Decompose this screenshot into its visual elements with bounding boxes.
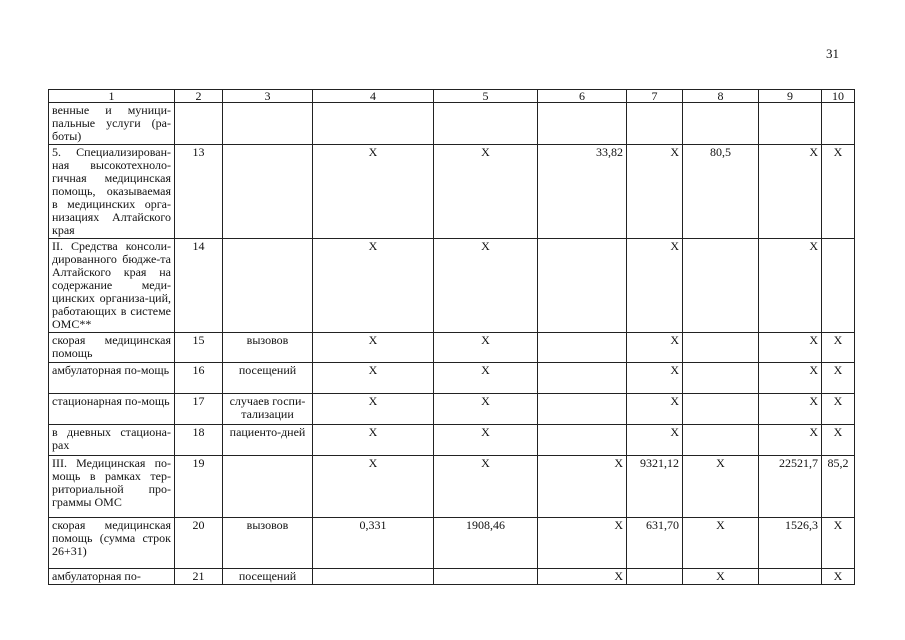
table-cell [223, 103, 313, 145]
row-label-cell: венные и муници-пальные услуги (ра-боты) [49, 103, 175, 145]
table-cell: X [822, 569, 855, 585]
table-cell: 22521,7 [759, 456, 822, 518]
data-table [48, 89, 855, 585]
table-cell: 21 [175, 569, 223, 585]
table-cell [627, 103, 683, 145]
table-cell: X [759, 394, 822, 425]
table-cell: вызовов [223, 333, 313, 363]
table-cell [538, 394, 627, 425]
table-cell: X [434, 425, 538, 456]
column-header: 10 [822, 90, 855, 103]
table-cell [683, 394, 759, 425]
row-label-cell: в дневных стационa-рах [49, 425, 175, 456]
table-cell: 18 [175, 425, 223, 456]
table-cell: 9321,12 [627, 456, 683, 518]
table-cell [223, 239, 313, 333]
row-label-cell: скорая медицинская помощь [49, 333, 175, 363]
table-cell [434, 569, 538, 585]
table-cell: 33,82 [538, 145, 627, 239]
row-label-cell: амбулаторная по- [49, 569, 175, 585]
table-cell: X [313, 239, 434, 333]
table-cell [822, 103, 855, 145]
table-cell: X [313, 145, 434, 239]
row-label-cell: III. Медицинская по-мощь в рамках тер-риториальной про-граммы ОМС [49, 456, 175, 518]
table-row [49, 145, 855, 239]
table-row [49, 103, 855, 145]
table-row [49, 569, 855, 585]
table-cell [538, 363, 627, 394]
table-cell [683, 333, 759, 363]
table-header-row [49, 90, 855, 103]
table-cell: 1526,3 [759, 518, 822, 569]
table-cell: X [822, 394, 855, 425]
table-cell: пациенто-дней [223, 425, 313, 456]
table-cell: X [434, 456, 538, 518]
table-row [49, 363, 855, 394]
column-header: 7 [627, 90, 683, 103]
table-cell: X [759, 425, 822, 456]
row-label-cell: II. Средства консоли-дированного бюдже-та Алтайского края на содержание меди-цинских организа-ций, работающих в системе ОМС** [49, 239, 175, 333]
table-cell: 15 [175, 333, 223, 363]
table-cell: 20 [175, 518, 223, 569]
table-cell: X [313, 425, 434, 456]
table-cell: X [434, 145, 538, 239]
table-cell [175, 103, 223, 145]
table-cell: X [822, 425, 855, 456]
table-cell: 17 [175, 394, 223, 425]
table-cell: X [627, 394, 683, 425]
table-cell: 631,70 [627, 518, 683, 569]
table-cell: X [759, 363, 822, 394]
table-cell: X [434, 239, 538, 333]
table-cell [313, 569, 434, 585]
table-cell [223, 145, 313, 239]
table-cell [627, 569, 683, 585]
table-row [49, 425, 855, 456]
table-cell: X [759, 145, 822, 239]
table-cell: X [313, 394, 434, 425]
column-header: 8 [683, 90, 759, 103]
table-cell: посещений [223, 569, 313, 585]
table-cell [538, 239, 627, 333]
table-row [49, 456, 855, 518]
page-number: 31 [826, 46, 839, 61]
column-header: 2 [175, 90, 223, 103]
table-cell: 1908,46 [434, 518, 538, 569]
table-cell: 14 [175, 239, 223, 333]
table-cell: вызовов [223, 518, 313, 569]
table-row [49, 239, 855, 333]
row-label-cell: амбулаторная по-мощь [49, 363, 175, 394]
table-cell [538, 103, 627, 145]
table-cell: X [759, 333, 822, 363]
table-cell: X [822, 145, 855, 239]
table-cell: X [759, 239, 822, 333]
column-header: 1 [49, 90, 175, 103]
table-cell: X [627, 145, 683, 239]
table-cell [759, 103, 822, 145]
table-cell [683, 363, 759, 394]
row-label-cell: 5. Специализирован-ная высокотехноло-гичная медицинская помощь, оказываемая в медицинских орга-низациях Алтайского края [49, 145, 175, 239]
table-cell: 19 [175, 456, 223, 518]
table-cell: X [313, 456, 434, 518]
table-cell [683, 239, 759, 333]
table-cell [822, 239, 855, 333]
table-cell [434, 103, 538, 145]
table-cell: X [434, 363, 538, 394]
table-cell [538, 425, 627, 456]
table-cell: X [313, 363, 434, 394]
column-header: 3 [223, 90, 313, 103]
table-cell: 85,2 [822, 456, 855, 518]
row-label-cell: скорая медицинская помощь (сумма строк 26+31) [49, 518, 175, 569]
table-cell: 16 [175, 363, 223, 394]
table-cell [759, 569, 822, 585]
table-row [49, 518, 855, 569]
table-row [49, 394, 855, 425]
row-label-cell: стационарная по-мощь [49, 394, 175, 425]
table-cell [683, 103, 759, 145]
table-cell: X [822, 363, 855, 394]
table-cell: 0,331 [313, 518, 434, 569]
table-cell: X [683, 456, 759, 518]
table-cell: X [538, 518, 627, 569]
table-cell [313, 103, 434, 145]
table-cell: X [313, 333, 434, 363]
table-cell [538, 333, 627, 363]
table-cell: X [627, 363, 683, 394]
table-cell: X [538, 456, 627, 518]
table-cell: X [627, 333, 683, 363]
column-header: 4 [313, 90, 434, 103]
table-row [49, 333, 855, 363]
table-cell: 80,5 [683, 145, 759, 239]
column-header: 6 [538, 90, 627, 103]
table-cell [683, 425, 759, 456]
table-cell: X [434, 333, 538, 363]
table-cell: X [822, 518, 855, 569]
table-cell: X [683, 569, 759, 585]
table-cell: случаев госпи-тализации [223, 394, 313, 425]
table-cell: X [627, 239, 683, 333]
column-header: 9 [759, 90, 822, 103]
table-cell: X [822, 333, 855, 363]
table-cell [223, 456, 313, 518]
table-cell: X [538, 569, 627, 585]
column-header: 5 [434, 90, 538, 103]
table-cell: X [627, 425, 683, 456]
table-cell: X [434, 394, 538, 425]
table-cell: 13 [175, 145, 223, 239]
table-cell: посещений [223, 363, 313, 394]
table-cell: X [683, 518, 759, 569]
